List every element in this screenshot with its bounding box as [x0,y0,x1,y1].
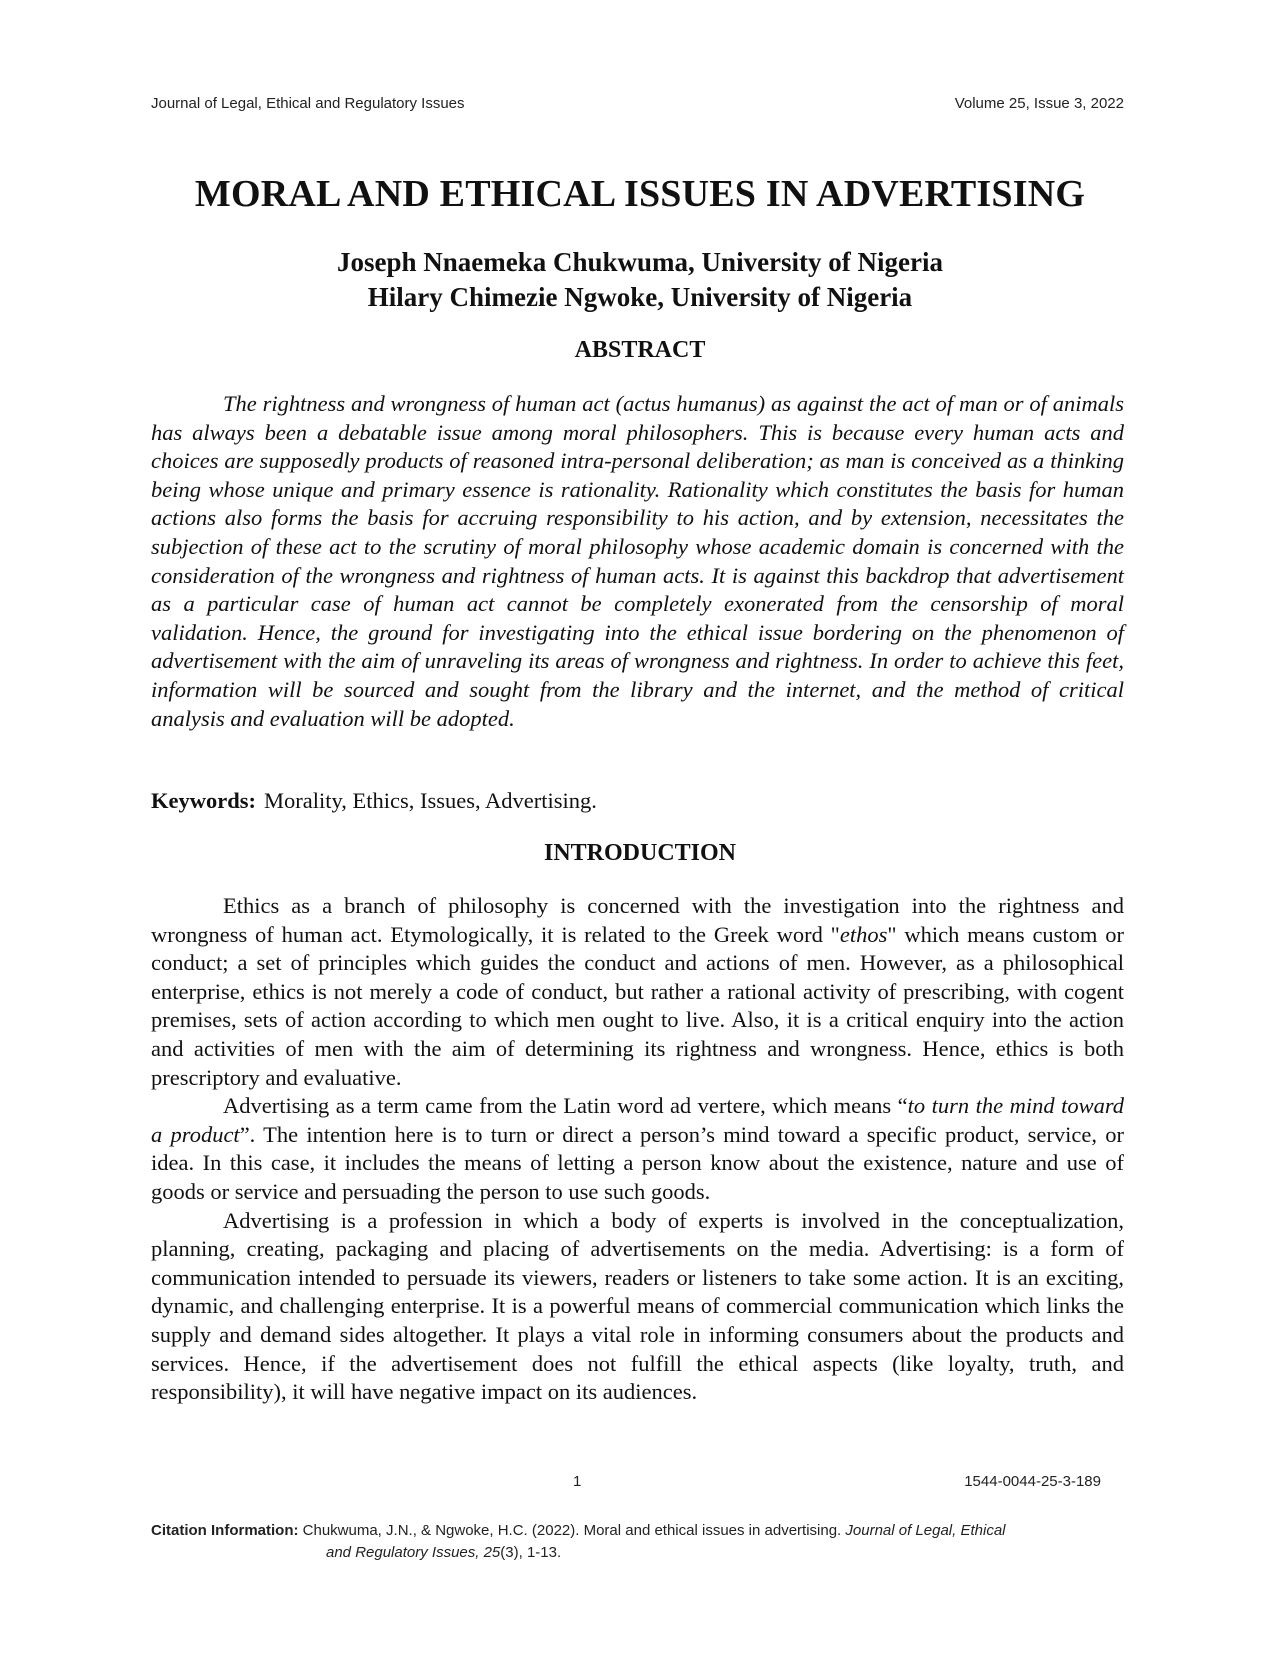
keywords [151,788,1124,814]
abstract-text: The rightness and wrongness of human act (actus humanus) as against the act of man or of animals has always been a debatable issue among moral philosophers. This is because every human acts and choices are supposedly products of reasoned intra-personal deliberation; as man is conceived as a thinking being whose unique and primary essence is rationality. Rationality which constitutes the basis for human actions also forms the basis for accruing responsibility to his action, and by extension, necessitates the subjection of these act to the scrutiny of moral philosophy whose academic domain is concerned with the consideration of the wrongness and rightness of human acts. It is against this backdrop that advertisement as a particular case of human act cannot be completely exonerated from the censorship of moral validation. Hence, the ground for investigating into the ethical issue bordering on the phenomenon of advertisement with the aim of unraveling its areas of wrongness and rightness. In order to achieve this feet, information will be sourced and sought from the library and the internet, and the method of critical analysis and evaluation will be adopted. [151,391,1124,731]
paragraph-1-part-a: Ethics as a branch of philosophy is concerned with the investigation into the rightness and wrongness of human act. Etymologically, it is related to the Greek word " [151,893,1124,947]
paragraph-1-part-c: " which means custom or conduct; a set of principles which guides the conduct and actions of men. However, as a philosophical enterprise, ethics is not merely a code of conduct, but rather a rational activity of prescribing, with cogent premises, sets of action according to which men ought to live. Also, it is a critical enquiry into the action and activities of men with the aim of determining its rightness and wrongness. Hence, ethics is both prescriptory and evaluative. [151,921,1124,1090]
introduction-heading: INTRODUCTION [543,840,737,866]
citation-continuation [151,1542,1124,1564]
journal-name: Journal of Legal, Ethical and Regulatory Issues [151,95,465,112]
author-1: Joseph Nnaemeka Chukwuma, University of Nigeria [336,247,943,277]
volume-issue: Volume 25, Issue 3, 2022 [954,95,1124,112]
paper-title: MORAL AND ETHICAL ISSUES IN ADVERTISING [194,173,1086,215]
citation-text: Chukwuma, J.N., & Ngwoke, H.C. (2022). Moral and ethical issues in advertising. [302,1522,842,1539]
citation-label: Citation Information: [151,1522,299,1539]
author-2: Hilary Chimezie Ngwoke, University of Nigeria [367,282,913,312]
keywords-value: Morality, Ethics, Issues, Advertising. [264,788,597,813]
paragraph-2 [151,1092,1124,1206]
page-number: 1 [573,1473,582,1490]
citation-journal-b: and Regulatory Issues, [326,1544,480,1561]
paragraph-2-emphasis: to turn the mind toward a product [151,1093,1124,1147]
citation-block [151,1520,1124,1564]
running-header [151,95,1124,112]
citation-journal-a: Journal of Legal, Ethical [845,1522,1006,1539]
paragraph-2-part-a: Advertising as a term came from the Latin word ad vertere, which means “ [223,1093,908,1119]
abstract-heading: ABSTRACT [574,337,706,363]
author-list [0,245,1280,315]
introduction-body [151,892,1124,1407]
paragraph-1 [151,892,1124,1092]
paragraph-3: Advertising is a profession in which a body of experts is involved in the conceptualization, planning, creating, packaging and placing of advertisements on the media. Advertising: is a form of communication intended to persuade its viewers, readers or listeners to take some action. It is an exciting, dynamic, and challenging enterprise. It is a powerful means of commercial communication which links the supply and demand sides altogether. It plays a vital role in informing consumers about the products and services. Hence, if the advertisement does not fulfill the ethical aspects (like loyalty, truth, and responsibility), it will have negative impact on its audiences. [151,1207,1124,1405]
citation-pages: (3), 1-13. [500,1544,562,1561]
keywords-label: Keywords: [151,788,256,813]
paragraph-2-part-c: ”. The intention here is to turn or direct a person’s mind toward a specific product, service, or idea. In this case, it includes the means of letting a person know about the existence, nature and use of goods or service and persuading the person to use such goods. [151,1121,1124,1204]
document-id: 1544-0044-25-3-189 [964,1473,1101,1490]
paragraph-1-emphasis: ethos [839,921,888,947]
citation-volume: 25 [483,1544,501,1561]
